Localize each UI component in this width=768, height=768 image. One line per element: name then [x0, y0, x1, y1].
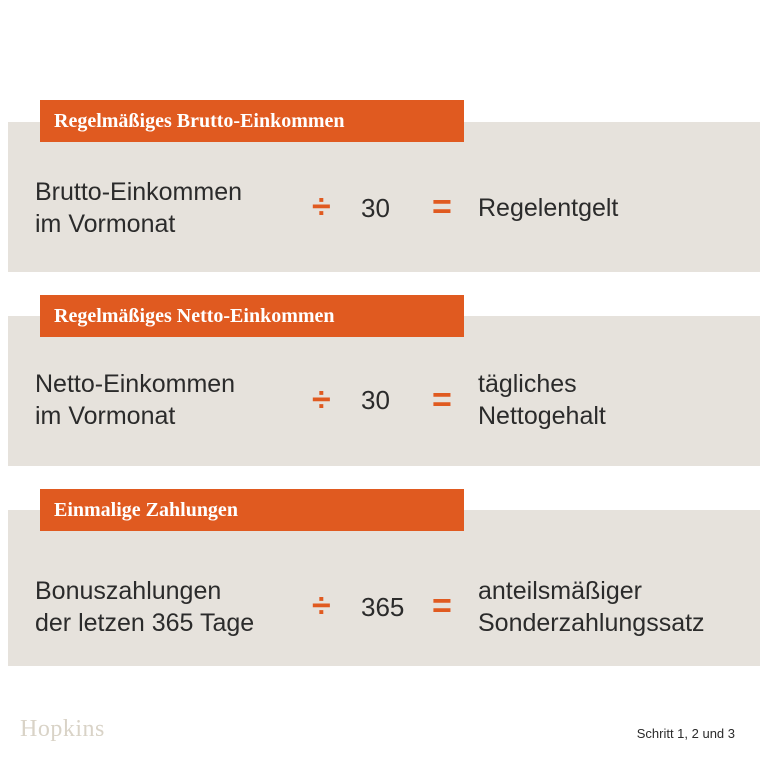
divide-icon: ÷ — [312, 587, 331, 625]
label-netto: Regelmäßiges Netto-Einkommen — [40, 295, 464, 337]
brand-logo: Hopkins — [20, 716, 105, 742]
formula-left-einmalig: Bonuszahlungen der letzen 365 Tage — [35, 577, 255, 637]
divisor-netto: 30 — [361, 385, 390, 415]
step-caption: Schritt 1, 2 und 3 — [636, 726, 735, 741]
equals-icon: = — [432, 587, 452, 625]
divide-icon: ÷ — [312, 188, 331, 226]
label-einmalig: Einmalige Zahlungen — [40, 489, 464, 531]
divisor-brutto: 30 — [361, 193, 390, 223]
result-netto: tägliches Nettogehalt — [478, 370, 606, 430]
equals-icon: = — [432, 188, 452, 226]
formula-left-netto: Netto-Einkommen im Vormonat — [35, 370, 236, 430]
result-brutto: Regelentgelt — [478, 194, 619, 222]
divide-icon: ÷ — [312, 381, 331, 419]
equals-icon: = — [432, 381, 452, 419]
label-brutto: Regelmäßiges Brutto-Einkommen — [40, 100, 464, 142]
formula-left-brutto: Brutto-Einkommen im Vormonat — [35, 178, 243, 238]
divisor-einmalig: 365 — [361, 592, 405, 622]
result-einmalig: anteilsmäßiger Sonderzahlungssatz — [478, 577, 705, 637]
